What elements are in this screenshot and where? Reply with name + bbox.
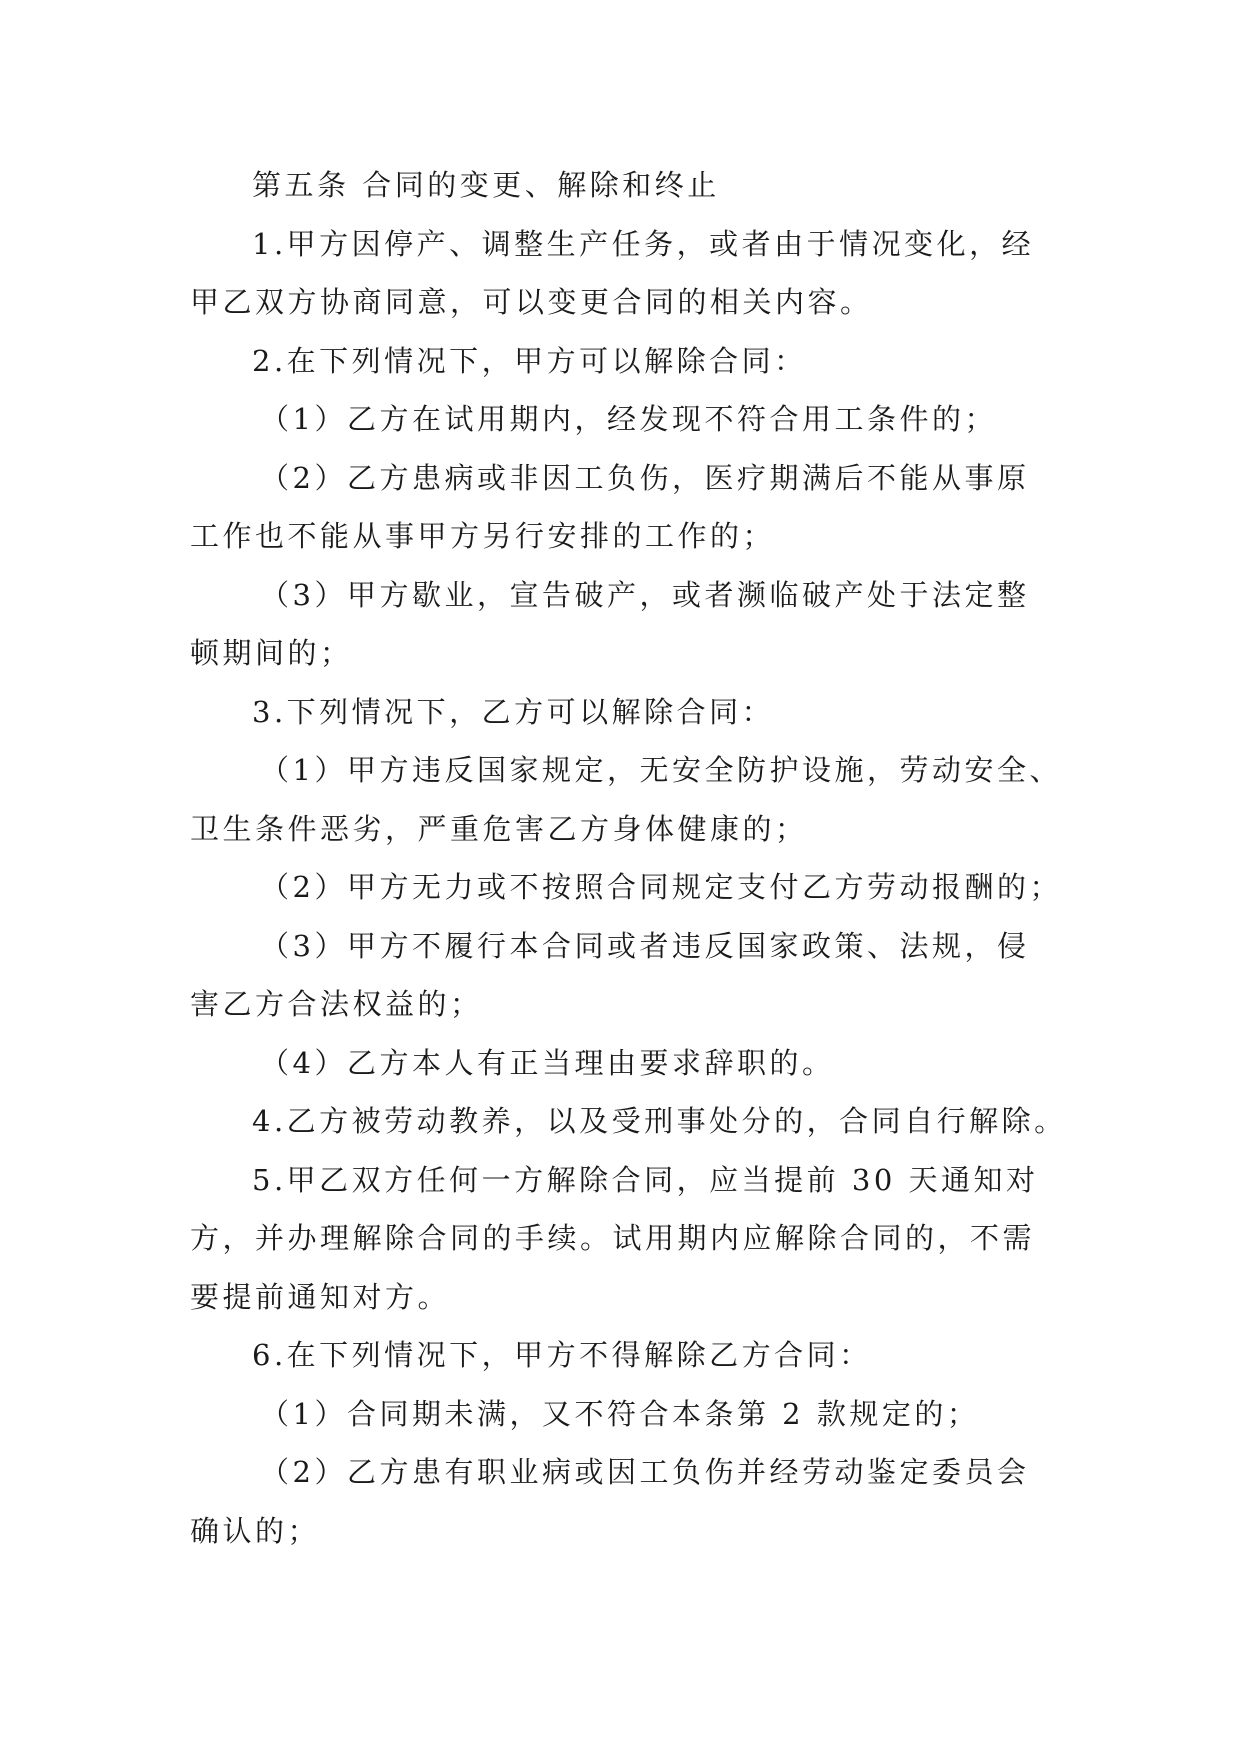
clause-3-item-4: （4）乙方本人有正当理由要求辞职的。: [260, 1045, 835, 1080]
clause-6-heading: 6.在下列情况下，甲方不得解除乙方合同：: [252, 1338, 872, 1372]
clause-2-item-3-line-1: （3）甲方歇业，宣告破产，或者濒临破产处于法定整: [260, 577, 1030, 612]
clause-3-item-3-line-1: （3）甲方不履行本合同或者违反国家政策、法规，侵: [260, 928, 1030, 963]
clause-2-item-3-line-2: 顿期间的；: [190, 636, 353, 670]
clause-2-item-2-line-1: （2）乙方患病或非因工负伤，医疗期满后不能从事原: [260, 460, 1030, 495]
clause-1-line-1: 1.甲方因停产、调整生产任务，或者由于情况变化，经: [252, 226, 1035, 261]
clause-3-item-1-line-1: （1）甲方违反国家规定，无安全防护设施，劳动安全、: [260, 753, 1062, 787]
clause-5-line-1: 5.甲乙双方任何一方解除合同，应当提前 30 天通知对: [252, 1162, 1039, 1197]
clause-1-line-2: 甲乙双方协商同意，可以变更合同的相关内容。: [190, 285, 873, 319]
contract-article-body: [190, 156, 1067, 1560]
clause-3-heading: 3.下列情况下，乙方可以解除合同：: [252, 694, 775, 729]
clause-3-item-1-line-2: 卫生条件恶劣，严重危害乙方身体健康的；: [190, 811, 808, 846]
clause-3-item-2: （2）甲方无力或不按照合同规定支付乙方劳动报酬的；: [260, 870, 1062, 904]
clause-4: 4.乙方被劳动教养，以及受刑事处分的，合同自行解除。: [252, 1104, 1067, 1138]
clause-6-item-1: （1）合同期未满，又不符合本条第 2 款规定的；: [260, 1396, 980, 1431]
article-heading: 第五条 合同的变更、解除和终止: [252, 168, 720, 202]
clause-6-item-2-line-2: 确认的；: [190, 1513, 321, 1548]
clause-5-line-2: 方，并办理解除合同的手续。试用期内应解除合同的，不需: [190, 1221, 1036, 1255]
clause-3-item-3-line-2: 害乙方合法权益的；: [190, 987, 483, 1021]
clause-2-heading: 2.在下列情况下，甲方可以解除合同：: [252, 343, 807, 378]
clause-5-line-3: 要提前通知对方。: [190, 1279, 451, 1314]
clause-6-item-2-line-1: （2）乙方患有职业病或因工负伤并经劳动鉴定委员会: [260, 1455, 1030, 1489]
clause-2-item-1: （1）乙方在试用期内，经发现不符合用工条件的；: [260, 402, 997, 436]
clause-2-item-2-line-2: 工作也不能从事甲方另行安排的工作的；: [190, 519, 776, 553]
